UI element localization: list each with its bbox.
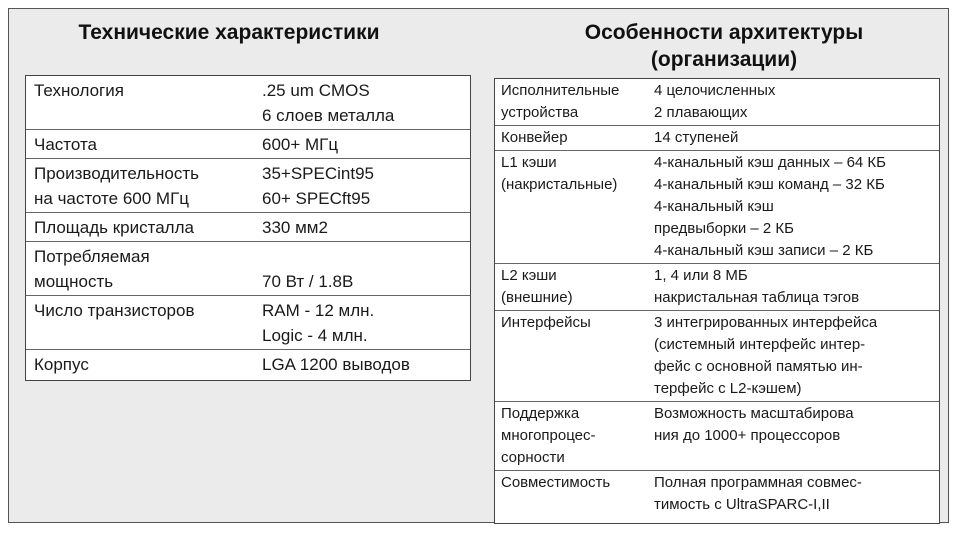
feature-value: Возможность масштабирова ния до 1000+ процессоров xyxy=(654,405,854,444)
feature-label: Исполнительные устройства xyxy=(501,82,620,121)
spec-label: Производительность на частоте 600 МГц xyxy=(34,164,200,208)
spec-label: Частота xyxy=(34,135,98,154)
table-row xyxy=(495,151,939,264)
feature-label: L1 кэши (накристальные) xyxy=(501,154,618,193)
spec-value: 35+SPECint95 60+ SPECft95 xyxy=(262,164,374,208)
table-row xyxy=(495,402,939,471)
table-row xyxy=(26,350,470,378)
spec-value: RAM - 12 млн. Logic - 4 млн. xyxy=(262,301,375,345)
spec-value: 330 мм2 xyxy=(262,218,328,237)
spec-value: .25 um CMOS 6 слоев металла xyxy=(262,81,395,125)
feature-value: 14 ступеней xyxy=(654,129,739,146)
table-row xyxy=(495,471,939,517)
spec-value: LGA 1200 выводов xyxy=(262,355,410,374)
feature-label: L2 кэши (внешние) xyxy=(501,267,573,306)
feature-value: 1, 4 или 8 МБ накристальная таблица тэгов xyxy=(654,267,860,306)
feature-value: 4 целочисленных 2 плавающих xyxy=(654,82,776,121)
feature-label: Конвейер xyxy=(501,129,568,146)
spec-label: Площадь кристалла xyxy=(34,218,194,237)
feature-value: Полная программная совмес- тимость с UltraSPARC-I,II xyxy=(654,474,862,513)
spec-label: Потребляемая мощность xyxy=(34,247,150,291)
spec-value: 600+ МГц xyxy=(262,135,339,154)
feature-value: 4-канальный кэш данных – 64 КБ 4-канальный кэш команд – 32 КБ 4-канальный кэш предвыборки – 2 КБ 4-канальный кэш записи – 2 КБ xyxy=(654,154,887,259)
spec-label: Технология xyxy=(34,81,124,100)
table-row xyxy=(26,159,470,213)
table-row xyxy=(495,126,939,151)
spec-value: 70 Вт / 1.8В xyxy=(262,272,354,291)
feature-label: Интерфейсы xyxy=(501,314,591,331)
feature-value: 3 интегрированных интерфейса (системный интерфейс интер- фейс с основной памятью ин- терфейс с L2-кэшем) xyxy=(654,314,878,397)
table-row xyxy=(495,264,939,311)
architecture-heading xyxy=(509,19,939,73)
architecture-heading-line2: (организации) xyxy=(650,48,798,71)
architecture-table xyxy=(494,78,940,524)
table-row xyxy=(26,213,470,242)
architecture-heading-line1: Особенности архитектуры xyxy=(584,21,864,44)
table-row xyxy=(26,130,470,159)
table-row xyxy=(495,79,939,126)
feature-label: Поддержка многопроцес- сорности xyxy=(501,405,596,466)
spec-label: Корпус xyxy=(34,355,89,374)
table-row xyxy=(495,311,939,402)
spec-label: Число транзисторов xyxy=(34,301,195,320)
spec-panel xyxy=(8,8,949,523)
table-row xyxy=(26,296,470,350)
specs-heading: Технические характеристики xyxy=(78,21,380,44)
table-row xyxy=(26,242,470,296)
specs-table xyxy=(25,75,471,381)
feature-label: Совместимость xyxy=(501,474,611,491)
table-row xyxy=(26,76,470,130)
